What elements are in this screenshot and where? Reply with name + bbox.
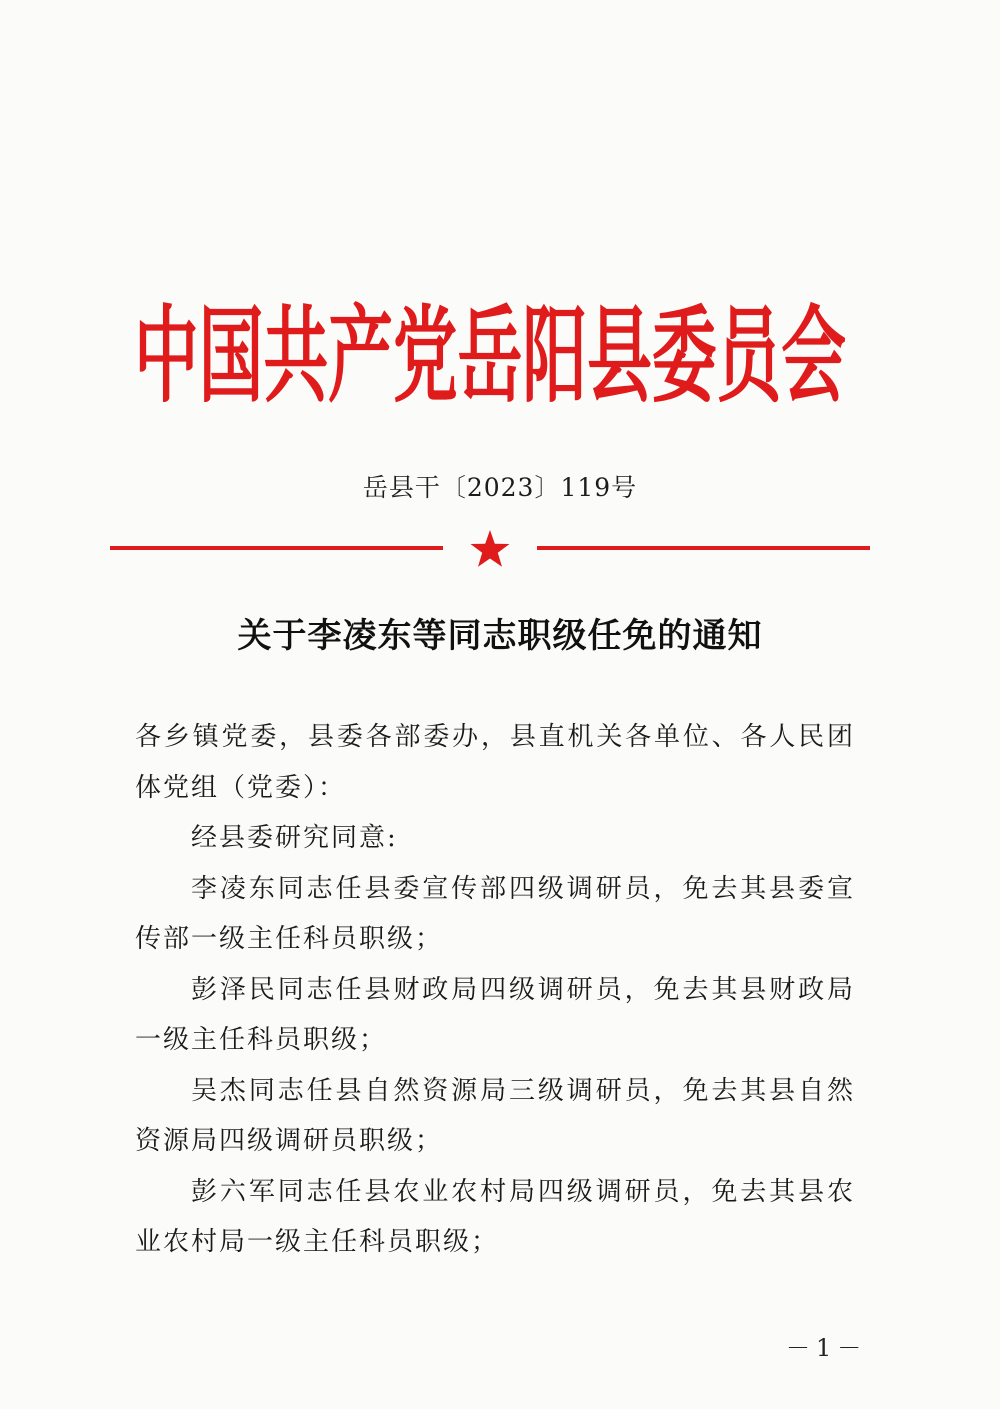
separator-line-left <box>110 546 443 550</box>
appointment-item: 彭泽民同志任县财政局四级调研员，免去其县财政局一级主任科员职级； <box>135 974 855 1055</box>
separator-line-right <box>537 546 870 550</box>
red-separator <box>110 528 870 570</box>
intro-line: 经县委研究同意: <box>191 823 398 853</box>
appointment-item: 吴杰同志任县自然资源局三级调研员，免去其县自然资源局四级调研员职级； <box>135 1075 855 1156</box>
document-number: 岳县干〔2023〕119号 <box>362 473 638 502</box>
document-title: 关于李凌东等同志职级任免的通知 <box>237 616 763 656</box>
recipients-line: 各乡镇党委，县委各部委办，县直机关各单位、各人民团体党组（党委）： <box>135 722 855 803</box>
star-icon <box>471 530 510 567</box>
document-body <box>135 712 855 1268</box>
page-number: －1－ <box>786 1334 868 1362</box>
appointment-item: 李凌东同志任县委宣传部四级调研员，免去其县委宣传部一级主任科员职级； <box>135 873 855 954</box>
issuer-header <box>0 272 1000 432</box>
appointment-item: 彭六军同志任县农业农村局四级调研员，免去其县农业农村局一级主任科员职级； <box>135 1176 855 1257</box>
issuer-name: 中国共产党岳阳县委员会 <box>133 296 846 418</box>
